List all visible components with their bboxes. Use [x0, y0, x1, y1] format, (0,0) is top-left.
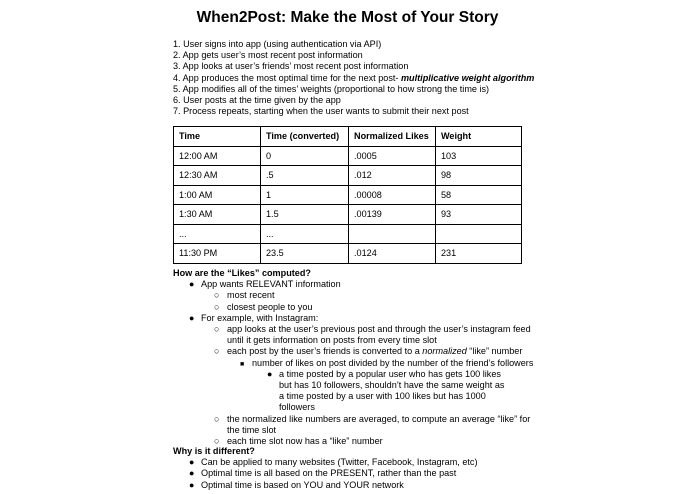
step-item	[173, 50, 534, 61]
list-item	[173, 358, 533, 369]
table-cell: 103	[436, 146, 522, 166]
step-item	[173, 95, 534, 106]
list-item-text: Optimal time is all based on the PRESENT, rather than the past	[201, 468, 457, 479]
list-item-text: a time posted by a popular user who has gets 100 likes but has 10 followers, shouldn’t have the same weight as a time posted by a user with 100 likes but has 1000 followers	[279, 368, 505, 413]
list-item-text: app looks at the user’s previous post and through the user’s instagram feed until it gets information on posts from every time slot	[227, 324, 531, 346]
step-item	[173, 73, 534, 84]
list-item	[173, 279, 533, 290]
table-row	[174, 166, 522, 186]
table-cell: 231	[436, 244, 522, 264]
table-cell: 1.5	[261, 205, 349, 225]
bullet-circle-icon: ○	[214, 324, 220, 335]
list-item	[173, 324, 533, 346]
step-text: 6. User posts at the time given by the app	[173, 95, 341, 106]
table-cell: .0005	[349, 146, 436, 166]
table-row	[174, 205, 522, 225]
list-item-text: most recent	[227, 290, 275, 301]
difference-section	[173, 446, 477, 491]
bullet-dot-icon: ●	[189, 312, 195, 323]
list-item	[173, 457, 477, 468]
table-cell: 11:30 PM	[174, 244, 261, 264]
step-item	[173, 39, 534, 50]
table-cell: 12:00 AM	[174, 146, 261, 166]
bullet-circle-icon: ○	[214, 413, 220, 424]
table-cell: 98	[436, 166, 522, 186]
list-item	[173, 468, 477, 479]
table-cell: ...	[261, 224, 349, 244]
list-item	[173, 480, 477, 491]
list-item-text: closest people to you	[227, 301, 313, 312]
list-item-text: App wants RELEVANT information	[201, 279, 341, 290]
difference-heading: Why is it different?	[173, 446, 255, 456]
table-cell	[436, 224, 522, 244]
bullet-dot-icon: ●	[189, 479, 195, 490]
list-item	[173, 369, 507, 414]
bullet-circle-icon: ○	[214, 301, 220, 312]
table-header-row	[174, 127, 522, 147]
header-time: Time	[174, 127, 261, 147]
table-row	[174, 244, 522, 264]
table-cell: .0124	[349, 244, 436, 264]
table-cell: 12:30 AM	[174, 166, 261, 186]
table-row	[174, 224, 522, 244]
step-item	[173, 61, 534, 72]
bullet-dot-icon: ●	[267, 368, 273, 379]
header-normalized-likes: Normalized Likes	[349, 127, 436, 147]
table-cell: ...	[174, 224, 261, 244]
table-cell: 58	[436, 185, 522, 205]
bullet-square-icon: ■	[240, 360, 245, 368]
list-item	[173, 313, 533, 324]
step-text: 1. User signs into app (using authentication via API)	[173, 39, 382, 49]
list-item-text: “like” number	[466, 346, 523, 357]
likes-section	[173, 268, 533, 447]
list-item	[173, 290, 533, 301]
table-cell: .5	[261, 166, 349, 186]
list-item-text: number of likes on post divided by the number of the friend’s followers	[252, 357, 534, 368]
process-steps-list	[173, 39, 534, 117]
table-row	[174, 146, 522, 166]
step-text: 7. Process repeats, starting when the user wants to submit their next post	[173, 106, 469, 117]
list-item-text: For example, with Instagram:	[201, 312, 319, 323]
step-emphasis: multiplicative weight algorithm	[400, 72, 535, 83]
table-cell: 1	[261, 185, 349, 205]
bullet-dot-icon: ●	[189, 457, 195, 468]
table-cell: .00139	[349, 205, 436, 225]
list-item	[173, 302, 533, 313]
table-cell: .012	[349, 166, 436, 186]
table-cell	[349, 224, 436, 244]
list-item-text: Optimal time is based on YOU and YOUR network	[201, 479, 404, 490]
table-cell: 93	[436, 205, 522, 225]
table-cell: 1:00 AM	[174, 185, 261, 205]
list-item-text: each post by the user’s friends is converted to a	[227, 346, 423, 357]
list-item-emphasis: normalized	[422, 346, 467, 357]
list-item-text: each time slot now has a “like” number	[227, 436, 383, 447]
table-cell: 23.5	[261, 244, 349, 264]
table-cell: 0	[261, 146, 349, 166]
step-text: 4. App produces the most optimal time for the next post-	[173, 72, 401, 83]
page-title: When2Post: Make the Most of Your Story	[196, 9, 499, 26]
list-item-text: the normalized like numbers are averaged, to compute an average “like” for the time slot	[227, 413, 531, 435]
step-text: 5. App modifies all of the times’ weights (proportional to how strong the time is)	[173, 83, 490, 94]
bullet-circle-icon: ○	[214, 290, 220, 301]
bullet-circle-icon: ○	[214, 436, 220, 447]
bullet-circle-icon: ○	[214, 346, 220, 357]
table-row	[174, 185, 522, 205]
table-cell: .00008	[349, 185, 436, 205]
table-cell: 1:30 AM	[174, 205, 261, 225]
bullet-dot-icon: ●	[189, 279, 195, 290]
header-time-converted: Time (converted)	[261, 127, 349, 147]
step-text: 3. App looks at user’s friends’ most recent post information	[173, 61, 409, 72]
step-item	[173, 84, 534, 95]
header-weight: Weight	[436, 127, 522, 147]
step-item	[173, 106, 534, 117]
list-item	[173, 414, 533, 436]
list-item	[173, 346, 533, 357]
bullet-dot-icon: ●	[189, 468, 195, 479]
step-text: 2. App gets user’s most recent post information	[173, 50, 363, 61]
likes-heading: How are the “Likes” computed?	[173, 268, 311, 278]
list-item-text: Can be applied to many websites (Twitter, Facebook, Instagram, etc)	[201, 457, 478, 468]
time-weight-table	[173, 126, 522, 264]
